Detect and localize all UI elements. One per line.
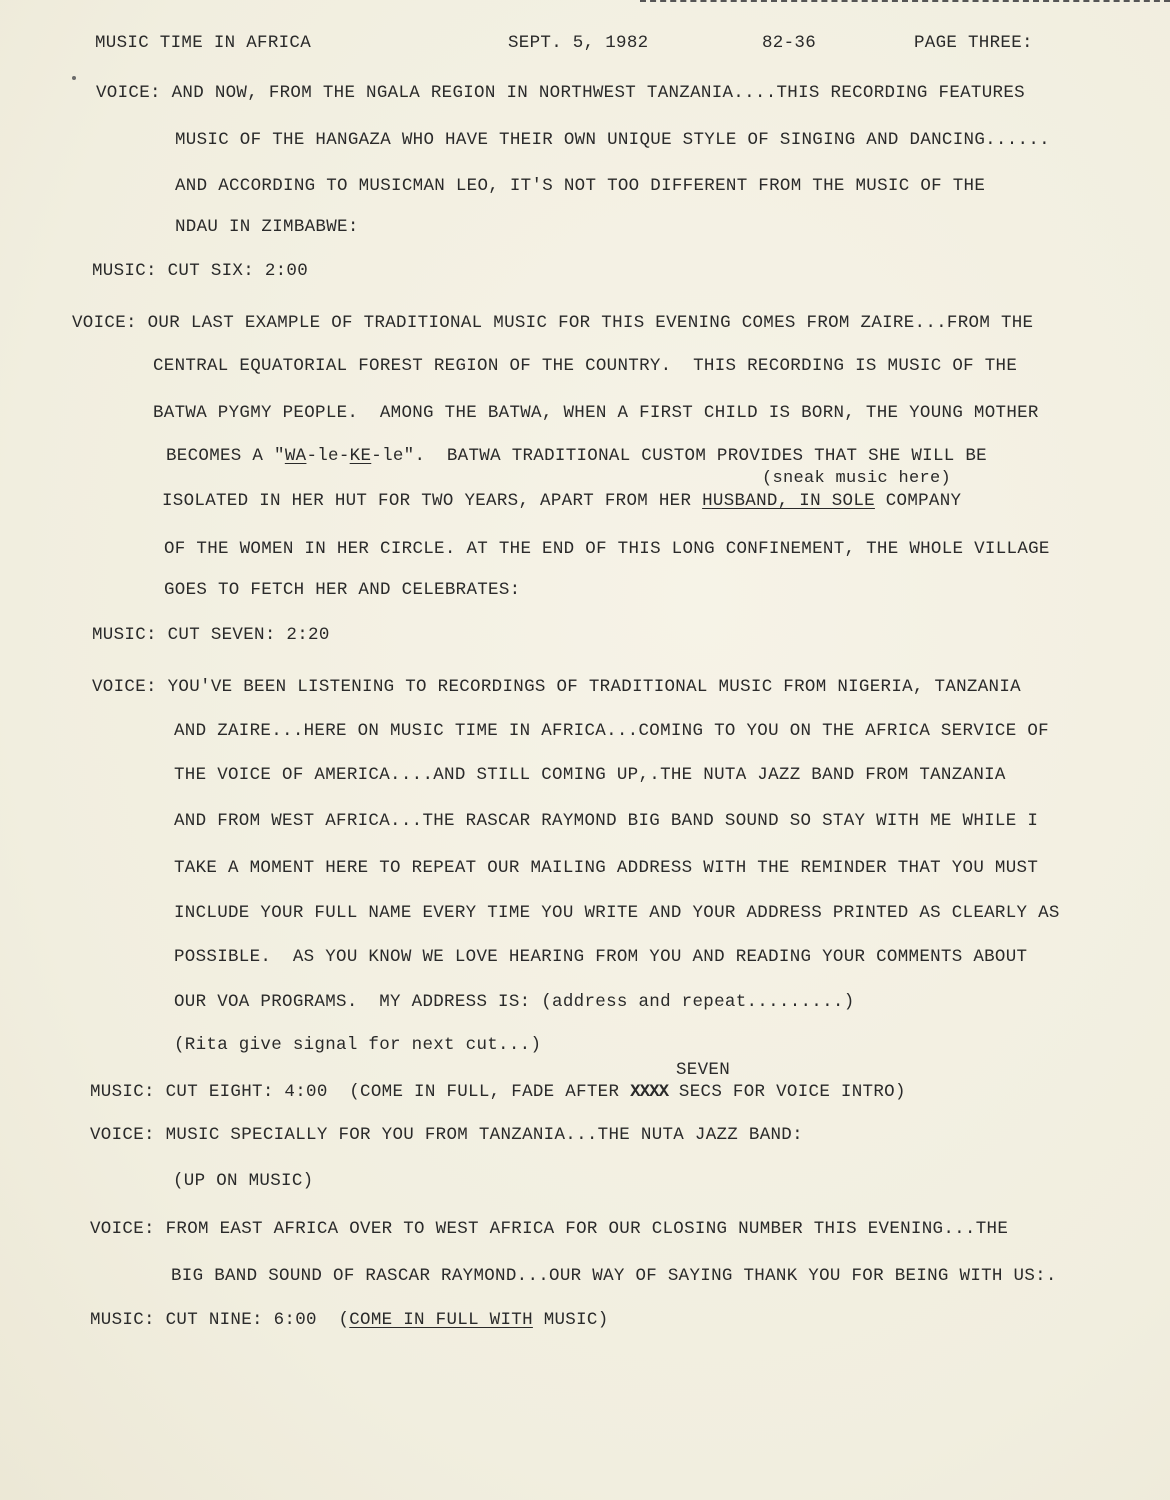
script-line: VOICE: AND NOW, FROM THE NGALA REGION IN NORTHWEST TANZANIA....THIS RECORDING FEATURES — [96, 83, 1025, 103]
script-line — [166, 445, 987, 467]
script-line: OUR VOA PROGRAMS. MY ADDRESS IS: (address and repeat.........) — [174, 992, 855, 1012]
music-cue: MUSIC: CUT SIX: 2:00 — [92, 261, 309, 281]
line-segment: COMPANY — [874, 491, 962, 511]
struck-out-text: XXXX — [630, 1082, 669, 1102]
handwritten-correction: SEVEN — [676, 1060, 731, 1080]
script-line: VOICE: MUSIC SPECIALLY FOR YOU FROM TANZANIA...THE NUTA JAZZ BAND: — [90, 1125, 803, 1145]
script-line: NDAU IN ZIMBABWE: — [175, 217, 359, 237]
script-line: BIG BAND SOUND OF RASCAR RAYMOND...OUR WAY OF SAYING THANK YOU FOR BEING WITH US:. — [171, 1266, 1057, 1286]
script-line: AND ACCORDING TO MUSICMAN LEO, IT'S NOT TOO DIFFERENT FROM THE MUSIC OF THE — [175, 176, 986, 196]
stray-mark — [72, 76, 76, 80]
script-line: POSSIBLE. AS YOU KNOW WE LOVE HEARING FROM YOU AND READING YOUR COMMENTS ABOUT — [174, 947, 1028, 967]
script-line: AND ZAIRE...HERE ON MUSIC TIME IN AFRICA...COMING TO YOU ON THE AFRICA SERVICE OF — [174, 721, 1049, 741]
program-title: MUSIC TIME IN AFRICA — [95, 33, 312, 53]
script-line: THE VOICE OF AMERICA....AND STILL COMING UP,.THE NUTA JAZZ BAND FROM TANZANIA — [174, 765, 1006, 785]
script-line: CENTRAL EQUATORIAL FOREST REGION OF THE COUNTRY. THIS RECORDING IS MUSIC OF THE — [153, 356, 1018, 376]
script-line: TAKE A MOMENT HERE TO REPEAT OUR MAILING ADDRESS WITH THE REMINDER THAT YOU MUST — [174, 858, 1039, 878]
underlined-text: HUSBAND, IN SOLE — [702, 491, 875, 511]
script-line: AND FROM WEST AFRICA...THE RASCAR RAYMOND BIG BAND SOUND SO STAY WITH ME WHILE I — [174, 811, 1039, 831]
torn-edge — [640, 0, 1170, 6]
script-line: MUSIC OF THE HANGAZA WHO HAVE THEIR OWN UNIQUE STYLE OF SINGING AND DANCING...... — [175, 130, 1050, 150]
handwritten-note: (sneak music here) — [762, 469, 952, 488]
direction-note: (UP ON MUSIC) — [173, 1171, 314, 1191]
script-line: GOES TO FETCH HER AND CELEBRATES: — [164, 580, 521, 600]
direction-note: (Rita give signal for next cut...) — [174, 1035, 542, 1055]
line-segment: MUSIC: CUT NINE: 6:00 ( — [90, 1310, 350, 1330]
music-cue — [90, 1081, 906, 1103]
line-segment: ISOLATED IN HER HUT FOR TWO YEARS, APART FROM HER — [162, 491, 703, 511]
line-segment: MUSIC: CUT EIGHT: 4:00 (COME IN FULL, FADE AFTER — [90, 1082, 631, 1102]
script-line: VOICE: FROM EAST AFRICA OVER TO WEST AFRICA FOR OUR CLOSING NUMBER THIS EVENING...THE — [90, 1219, 1009, 1239]
script-line: INCLUDE YOUR FULL NAME EVERY TIME YOU WRITE AND YOUR ADDRESS PRINTED AS CLEARLY AS — [174, 903, 1060, 923]
script-line: VOICE: YOU'VE BEEN LISTENING TO RECORDINGS OF TRADITIONAL MUSIC FROM NIGERIA, TANZANIA — [92, 677, 1021, 697]
underlined-text: COME IN FULL WITH — [349, 1310, 533, 1330]
line-segment: -le- — [306, 446, 350, 466]
line-segment: -le". BATWA TRADITIONAL CUSTOM PROVIDES THAT SHE WILL BE — [371, 446, 987, 466]
line-segment: BECOMES A " — [166, 446, 285, 466]
underlined-syllable: WA — [284, 446, 307, 466]
line-segment: MUSIC) — [532, 1310, 609, 1330]
music-cue: MUSIC: CUT SEVEN: 2:20 — [92, 625, 330, 645]
music-cue — [90, 1309, 609, 1331]
line-segment: SECS FOR VOICE INTRO) — [668, 1082, 906, 1102]
script-line — [162, 490, 961, 512]
script-line: BATWA PYGMY PEOPLE. AMONG THE BATWA, WHEN A FIRST CHILD IS BORN, THE YOUNG MOTHER — [153, 403, 1039, 423]
broadcast-date: SEPT. 5, 1982 — [508, 33, 649, 53]
script-line: OF THE WOMEN IN HER CIRCLE. AT THE END OF THIS LONG CONFINEMENT, THE WHOLE VILLAGE — [164, 539, 1050, 559]
script-line: VOICE: OUR LAST EXAMPLE OF TRADITIONAL MUSIC FOR THIS EVENING COMES FROM ZAIRE...FROM THE — [72, 313, 1034, 333]
underlined-syllable: KE — [349, 446, 372, 466]
script-code: 82-36 — [762, 33, 817, 53]
page-number: PAGE THREE: — [914, 33, 1033, 53]
